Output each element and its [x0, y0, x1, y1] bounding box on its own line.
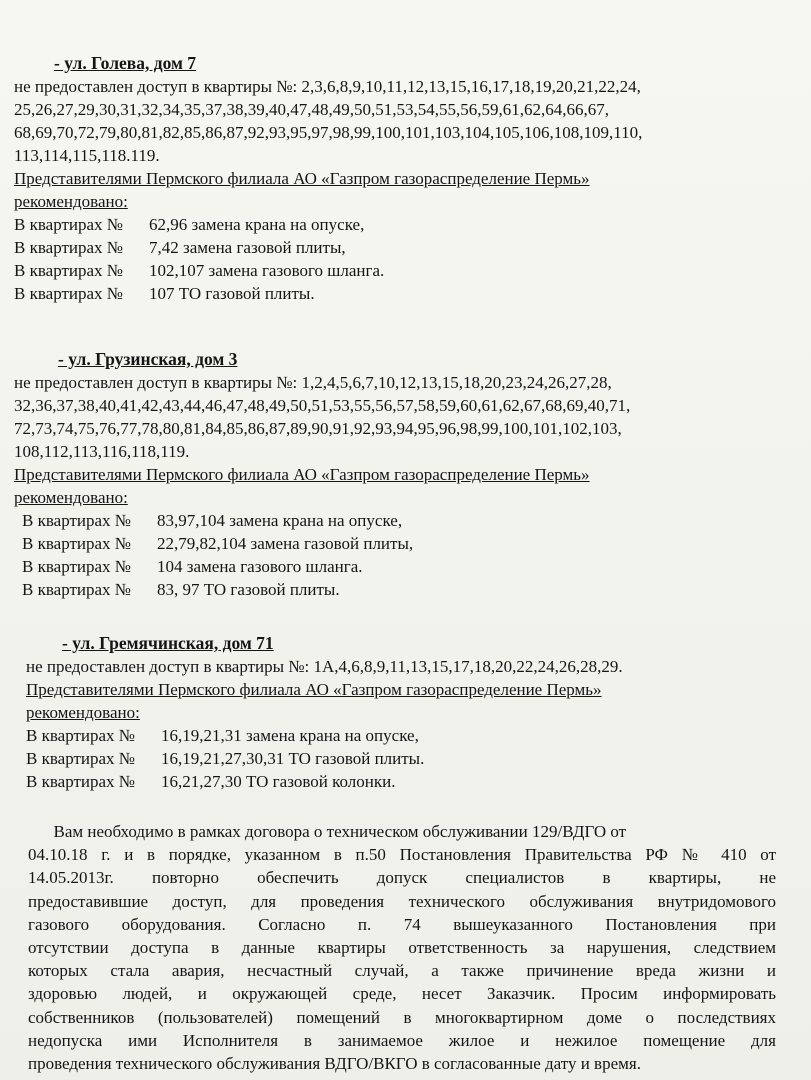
paragraph-line: предоставившие доступ, для проведения технического обслуживания внутридомового — [28, 891, 776, 911]
section-gruzinskaya-3 — [14, 348, 804, 601]
section-heading: - ул. Грузинская, дом 3 — [58, 349, 238, 369]
recommendation-row: В квартирах № 16,19,21,31 замена крана на опуске, — [26, 726, 419, 745]
paragraph-line: здоровью людей, и окружающей среде, несет Заказчик. Просим информировать — [28, 984, 776, 1004]
recommended-label: рекомендовано: — [14, 488, 128, 507]
section-heading: - ул. Гремячинская, дом 71 — [62, 633, 274, 653]
recommendation-row: В квартирах № 16,19,21,27,30,31 ТО газовой плиты. — [26, 749, 425, 768]
no-access-line: не предоставлен доступ в квартиры №: 1А,4,6,8,9,11,13,15,17,18,20,22,24,26,28,29. — [26, 657, 623, 676]
recommendation-row: В квартирах № 22,79,82,104 замена газовой плиты, — [22, 534, 414, 553]
paragraph-line: собственников (пользователей) помещений в многоквартирном доме о последствиях — [28, 1007, 776, 1027]
section-golev-7 — [14, 52, 804, 305]
recommended-label: рекомендовано: — [26, 703, 140, 722]
paragraph-line: 14.05.2013г. повторно обеспечить допуск специалистов в квартиры, не — [28, 868, 776, 888]
paragraph-line: которых стала авария, несчастный случай, а также причинение вреда жизни и — [28, 961, 776, 981]
no-access-line: 32,36,37,38,40,41,42,43,44,46,47,48,49,50,51,53,55,56,57,58,59,60,61,62,67,68,69,40,71, — [14, 396, 631, 415]
no-access-line: не предоставлен доступ в квартиры №: 1,2,4,5,6,7,10,12,13,15,18,20,23,24,26,27,28, — [14, 373, 612, 392]
no-access-line: 25,26,27,29,30,31,32,34,35,37,38,39,40,47,48,49,50,51,53,54,55,56,59,61,62,64,66,67, — [14, 100, 609, 119]
recommendation-row: В квартирах № 62,96 замена крана на опуске, — [14, 215, 365, 234]
recommended-label: рекомендовано: — [14, 192, 128, 211]
representatives-line: Представителями Пермского филиала АО «Газпром газораспределение Пермь» — [14, 169, 590, 188]
no-access-line: 68,69,70,72,79,80,81,82,85,86,87,92,93,95,97,98,99,100,101,103,104,105,106,108,109,110, — [14, 123, 643, 142]
recommendation-row: В квартирах № 83, 97 ТО газовой плиты. — [22, 580, 340, 599]
closing-paragraph — [28, 820, 776, 1075]
recommendation-row: В квартирах № 107 ТО газовой плиты. — [14, 284, 315, 303]
recommendation-row: В квартирах № 102,107 замена газового шланга. — [14, 261, 385, 280]
section-gremyachinskaya-71 — [26, 632, 811, 793]
no-access-line: 108,112,113,116,118,119. — [14, 442, 190, 461]
no-access-line: не предоставлен доступ в квартиры №: 2,3,6,8,9,10,11,12,13,15,16,17,18,19,20,21,22,24, — [14, 77, 641, 96]
no-access-line: 72,73,74,75,76,77,78,80,81,84,85,86,87,89,90,91,92,93,94,95,96,98,99,100,101,102,103, — [14, 419, 622, 438]
paragraph-line: газового оборудования. Согласно п. 74 вышеуказанного Постановления при — [28, 914, 776, 934]
representatives-line: Представителями Пермского филиала АО «Газпром газораспределение Пермь» — [26, 680, 602, 699]
section-heading: - ул. Голева, дом 7 — [54, 53, 197, 73]
recommendation-row: В квартирах № 7,42 замена газовой плиты, — [14, 238, 346, 257]
representatives-line: Представителями Пермского филиала АО «Газпром газораспределение Пермь» — [14, 465, 590, 484]
paragraph-line: недопуска ими Исполнителя в занимаемое жилое и нежилое помещение для — [28, 1030, 776, 1050]
paragraph-line: отсутствии доступа в данные квартиры ответственность за нарушения, следствием — [28, 938, 776, 958]
recommendation-row: В квартирах № 83,97,104 замена крана на опуске, — [22, 511, 403, 530]
recommendation-row: В квартирах № 16,21,27,30 ТО газовой колонки. — [26, 772, 396, 791]
recommendation-row: В квартирах № 104 замена газового шланга. — [22, 557, 363, 576]
paragraph-line: 04.10.18 г. и в порядке, указанном в п.50 Постановления Правительства РФ № 410 от — [28, 845, 776, 865]
no-access-line: 113,114,115,118.119. — [14, 146, 160, 165]
paragraph-line: Вам необходимо в рамках договора о техническом обслуживании 129/ВДГО от — [28, 822, 627, 841]
paragraph-line: проведения технического обслуживания ВДГО/ВКГО в согласованные дату и время. — [28, 1054, 641, 1074]
